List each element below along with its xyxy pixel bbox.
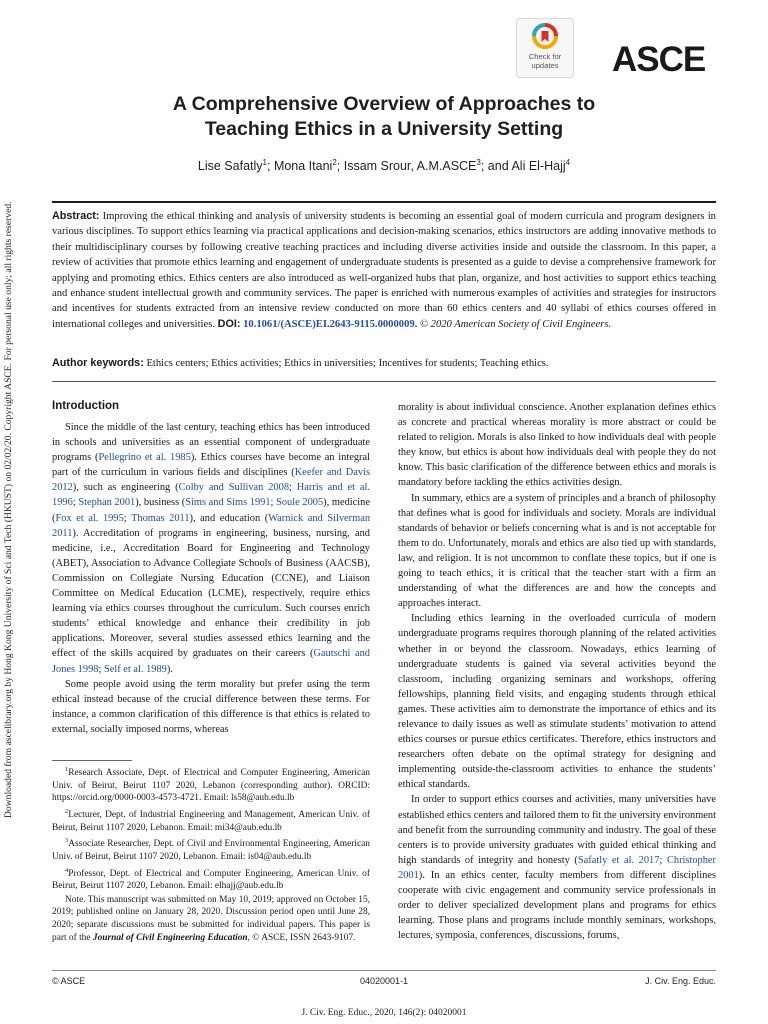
citation-link[interactable]: Gautschi and Jones 1998	[52, 648, 370, 675]
check-updates-label: Check for updates	[528, 52, 562, 70]
right-paragraph-3: Including ethics learning in the overloaded curricula of modern undergraduate programs requires thorough planning of the related activities whether in or beyond the classroom. Nowadays, ethics learning of undergraduate students is gained via several activities beyond the classroom, including organizing seminars and workshops, offering fellowships, planning field visits, and engaging students through ethical games. These activities aim to demonstrate the importance of ethics and its relevance to daily issues as well as stimulate students’ motivation to attend ethics courses or pursue ethics certificates. Therefore, ethics instructors and researchers often debate on the optimal strategy for designing and implementing outside-the-classroom activities to enhance the students’ ethical standards.	[398, 613, 716, 791]
asce-logo	[612, 40, 716, 82]
abstract-top-rule	[52, 201, 716, 203]
footer-rule	[52, 970, 716, 971]
intro-paragraph-1: Since the middle of the last century, teaching ethics has been introduced in schools and universities as an essential component of undergraduate programs (Pellegrino et al. 1985). Ethics courses have become an integral part of the curriculum in various fields and disciplines (Keefer and Davis 2012), such as engineering (Colby and Sullivan 2008; Harris and et al. 1996; Stephan 2001), business (Sims and Sims 1991; Soule 2005), medicine (Fox et al. 1995; Thomas 2011), and education (Warnick and Silverman 2011). Accreditation of programs in engineering, business, nursing, and medicine, i.e., Accreditation Board for Engineering and Technology (ABET), Association to Advance Collegiate Schools of Business (AACSB), Commission on Collegiate Nursing Education (CCNE), and Liaison Committee on Medical Education (LCME), respectively, require ethics learning via ethics courses throughout the curriculum. Such courses enrich students’ ethical knowledge and enhance their credibility in job applications. Moreover, several studies assessed ethics learning and the effect of the skills acquired by graduates on their careers (Gautschi and Jones 1998; Self et al. 1989).	[52, 422, 370, 675]
right-paragraph-4: In order to support ethics courses and activities, many universities have established ethics centers and tailored them to fit the university environment and benefit from the surrounding community and industry. The goal of these centers is to provide university graduates with guided ethical thinking and high standards of integrity and honesty (Safatly et al. 2017; Christopher 2001). In an ethics center, faculty members from different disciplines cooperate with civic engagement and community service professionals in order to deliver specialized development plans and programs for ethics learning. Those plans and programs include monthly seminars, workshops, lectures, symposia, conferences, discussions, forums,	[398, 794, 716, 942]
keywords-bottom-rule	[52, 381, 716, 382]
doi-link[interactable]: 10.1061/(ASCE)EI.2643-9115.0000009.	[243, 318, 418, 330]
author-affiliation-marker: 2	[332, 158, 337, 167]
article-title: A Comprehensive Overview of Approaches to Teaching Ethics in a University Setting	[172, 93, 596, 140]
citation-link[interactable]: Colby and Sullivan 2008	[178, 482, 290, 494]
right-paragraph-2: In summary, ethics are a system of principles and a branch of philosophy that defines what is good for individuals and society. Morals are individual standards of behavior or beliefs concerning what is and is not acceptable for them to do. Unfortunately, morals and ethics are also tied up with standards, law, and religion. It is not uncommon to conflate these topics, but if one is going to teach ethics, it is critical that the teacher start with a firm an understanding of what the differences are and how the concepts and approaches interact.	[398, 492, 716, 610]
footnote-rule	[52, 760, 132, 761]
author-keywords	[52, 356, 716, 371]
footer-journal: J. Civ. Eng. Educ.	[645, 976, 716, 986]
footnotes	[52, 764, 370, 962]
abstract-copyright: © 2020 American Society of Civil Engineers.	[419, 318, 612, 330]
abstract	[52, 209, 716, 332]
citation-link[interactable]: Self et al. 1989	[103, 663, 167, 675]
citation-link[interactable]: Warnick and Silverman 2011	[52, 512, 370, 539]
abstract-label: Abstract:	[52, 210, 100, 222]
citation-link[interactable]: Safatly et al. 2017	[577, 854, 660, 866]
citation-link[interactable]: Harris and et al. 1996	[52, 482, 370, 509]
abstract-text: Improving the ethical thinking and analysis of university students is becoming an essential goal of modern curricula and program designers in various disciplines. To support ethics learning via practical applications and decision-making scenarios, ethics instructors are adding innovative methods to their multidisciplinary courses by following creative teaching practices and including diverse activities inside and outside the classroom. In this paper, a review of activities that promote ethics learning and engagement of undergraduate students is presented as a guide to devise a comprehensive framework for applying and promoting ethics. Ethics centers are also introduced as well-organized hubs that plan, organize, and host activities to support ethics teaching and enhance student intellectual growth and community services. The paper is enriched with numerous examples of activities and strategies for instructors and incentives for students extracted from an intensive review conducted on more than 60 ethics centers and 40 syllabi of ethics courses offered in international colleges and universities.	[52, 211, 716, 330]
footnote: $^1$Research Associate, Dept. of Electrical and Computer Engineering, American Univ. of Beirut, Beirut 1107 2020, Lebanon (corresponding author). ORCID: https://orcid.org/0000-0003-4573-4721. Email: ls58@aub.edu.lb	[52, 766, 370, 804]
citation-link[interactable]: Christopher 2001	[398, 854, 716, 881]
left-column	[52, 420, 370, 750]
footnote: $^2$Lecturer, Dept. of Industrial Engineering and Management, American Univ. of Beirut, Beirut 1107 2020, Lebanon. Email: mi34@aub.edu.lb	[52, 807, 370, 833]
asce-logo-text: ASCE	[612, 40, 706, 79]
footer-copyright: © ASCE	[52, 976, 86, 986]
citation-link[interactable]: Stephan 2001	[78, 497, 136, 509]
citation-link[interactable]: Fox et al. 1995	[55, 512, 124, 524]
author-name: Ali El-Hajj	[511, 159, 566, 174]
doi-label: DOI:	[217, 317, 241, 330]
footer-page-id: 04020001-1	[359, 976, 409, 986]
keywords-text: Ethics centers; Ethics activities; Ethics in universities; Incentives for students; Teaching ethics.	[146, 358, 549, 369]
author-affiliation-marker: 4	[565, 158, 571, 167]
author-name: Issam Srour, A.M.ASCE	[343, 159, 477, 174]
journal-name: Journal of Civil Engineering Education	[92, 932, 248, 943]
author-name: Lise Safatly	[197, 159, 263, 174]
keywords-label: Author keywords:	[52, 357, 144, 369]
author-list: Lise Safatly$^1$; Mona Itani$^2$; Issam Srour, A.M.ASCE$^3$; and Ali El-Hajj$^4$	[197, 158, 571, 174]
citation-link[interactable]: Thomas 2011	[131, 512, 190, 524]
citation-link[interactable]: Soule 2005	[276, 497, 324, 509]
citation-link[interactable]: Sims and Sims 1991	[185, 497, 271, 509]
right-column	[398, 400, 716, 960]
check-updates-icon	[532, 23, 558, 51]
intro-paragraph-2: Some people avoid using the term morality but prefer using the term ethical instead because of the crucial difference between these terms. For instance, a common clarification of this difference is that ethics is related to external, socially imposed norms, whereas	[52, 678, 370, 735]
citation-link[interactable]: Keefer and Davis 2012	[52, 467, 370, 494]
check-for-updates-badge[interactable]	[516, 18, 574, 78]
author-affiliation-marker: 1	[262, 158, 267, 167]
download-notice: Downloaded from ascelibrary.org by Hong Kong University of Sci and Tech (HKUST) on 02/02/20. Copyright ASCE. For personal use only; all rights reserved.	[3, 201, 14, 819]
page-citation: J. Civ. Eng. Educ., 2020, 146(2): 04020001	[301, 1008, 467, 1018]
citation-link[interactable]: Pellegrino et al. 1985	[98, 452, 191, 464]
right-paragraph-1: morality is about individual conscience. Another explanation defines ethics as concrete and practical whereas morality is more abstract or could be related to religion. Morals is also linked to how individuals deal with people they know, but ethics is about how individuals deal with people they do not know. This basic clarification of the difference between ethics and morals is mandatory before tackling the ethics activities design.	[398, 402, 716, 489]
footnote: $^4$Professor, Dept. of Electrical and Computer Engineering, American Univ. of Beirut, Beirut 1107 2020, Lebanon. Email: elhajj@aub.edu.lb	[52, 866, 370, 892]
author-name: Mona Itani	[273, 159, 333, 174]
author-affiliation-marker: 3	[476, 158, 481, 167]
footnote: $^3$Associate Researcher, Dept. of Civil and Environmental Engineering, American Univ. of Beirut, Beirut 1107 2020, Lebanon. Email: is04@aub.edu.lb	[52, 837, 370, 862]
submission-note: Note. This manuscript was submitted on May 10, 2019; approved on October 15, 2019; published online on January 28, 2020. Discussion period open until June 28, 2020; separate discussions must be submitted for individual papers. This paper is part of the Journal of Civil Engineering Education, © ASCE, ISSN 2643-9107.	[52, 894, 370, 943]
section-heading-introduction: Introduction	[52, 400, 120, 412]
